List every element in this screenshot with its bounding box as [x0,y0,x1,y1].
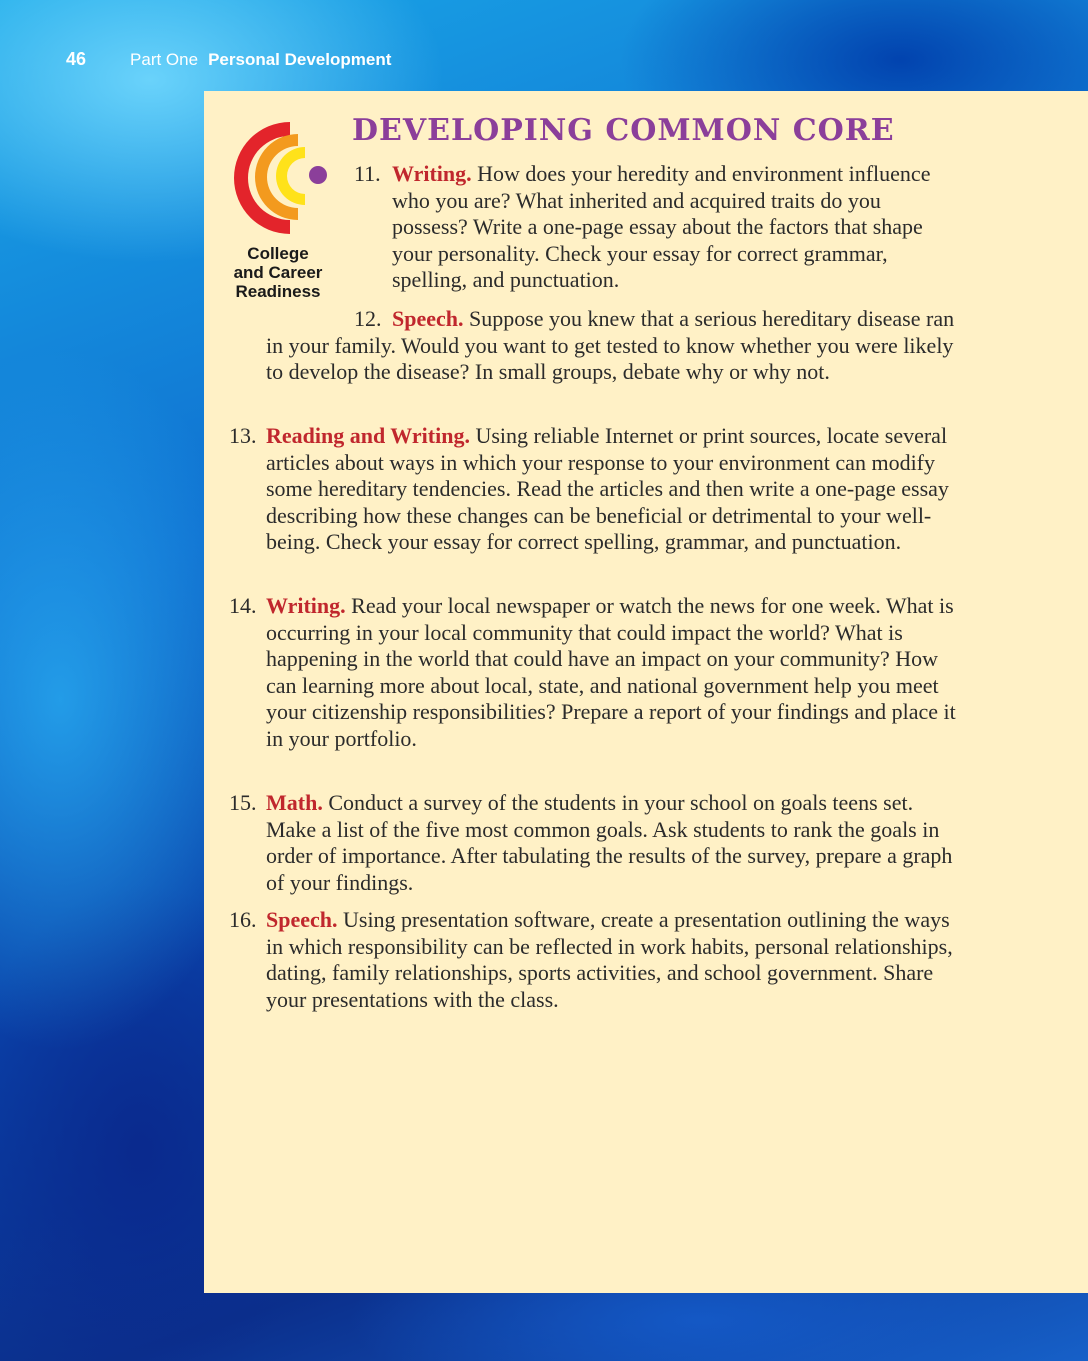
list-item [354,161,954,294]
item-text: Using presentation software, create a presentation outlining the ways in which responsibility can be reflected in work habits, personal relationships, dating, family relationships, sports activities, and school government. Share your presentations with the class. [266,907,953,1012]
item-number: 13. [229,423,257,448]
college-career-readiness-logo [226,118,336,301]
section-heading: DEVELOPING COMMON CORE [352,113,895,148]
list-item [229,423,957,556]
item-number: 16. [229,907,257,932]
item-label: Math. [266,790,323,815]
dot [309,166,327,184]
item-text: Read your local newspaper or watch the news for one week. What is occurring in your local community that could impact the world? What is happening in the world that could have an impact on your community? How can learning more about local, state, and national government help you meet your citizenship responsibilities? Prepare a report of your findings and place it in your portfolio. [266,593,956,751]
item-text: Conduct a survey of the students in your school on goals teens set. Make a list of the five most common goals. Ask students to rank the goals in order of importance. After tabulating the results of the survey, prepare a graph of your findings. [266,790,953,895]
item-number: 12. [354,306,382,331]
list-item [229,907,957,1013]
item-text: How does your heredity and environment influence who you are? What inherited and acquired traits do you possess? Write a one-page essay about the factors that shape your personality. Check your essay for correct grammar, spelling, and punctuation. [392,161,931,292]
item-label: Reading and Writing. [266,423,470,448]
item-number: 11. [354,161,381,186]
item-label: Writing. [266,593,346,618]
page-number: 46 [66,49,87,69]
section-title: Personal Development [208,50,392,69]
item-number: 14. [229,593,257,618]
list-item [229,790,957,896]
item-text: Suppose you knew that a serious hereditary disease ran in your family. Would you want to get tested to know whether you were likely to develop the disease? In small groups, debate why or why not. [266,306,955,384]
item-body [229,790,957,896]
item-label: Writing. [392,161,472,186]
list-item [266,306,956,386]
inner-arc [276,147,305,205]
item-body [229,907,957,1013]
list-item [229,593,957,752]
running-header [66,48,391,71]
part-label: Part One [130,50,199,69]
logo-caption [226,244,330,301]
item-body [229,423,957,556]
item-label: Speech. [266,907,338,932]
item-text: Using reliable Internet or print sources, locate several articles about ways in which your response to your environment can modify some hereditary tendencies. Read the articles and then write a one-page essay describing how these changes can be beneficial or detrimental to your well-being. Check your essay for correct spelling, grammar, and punctuation. [266,423,949,554]
item-label: Speech. [392,306,464,331]
concentric-arcs-icon [226,118,336,238]
item-number: 15. [229,790,257,815]
item-body [354,161,954,294]
logo-caption-line-3: Readiness [235,282,321,301]
logo-caption-line-2: and Career [233,263,323,282]
logo-caption-line-1: College [247,244,309,263]
item-body [229,593,957,752]
